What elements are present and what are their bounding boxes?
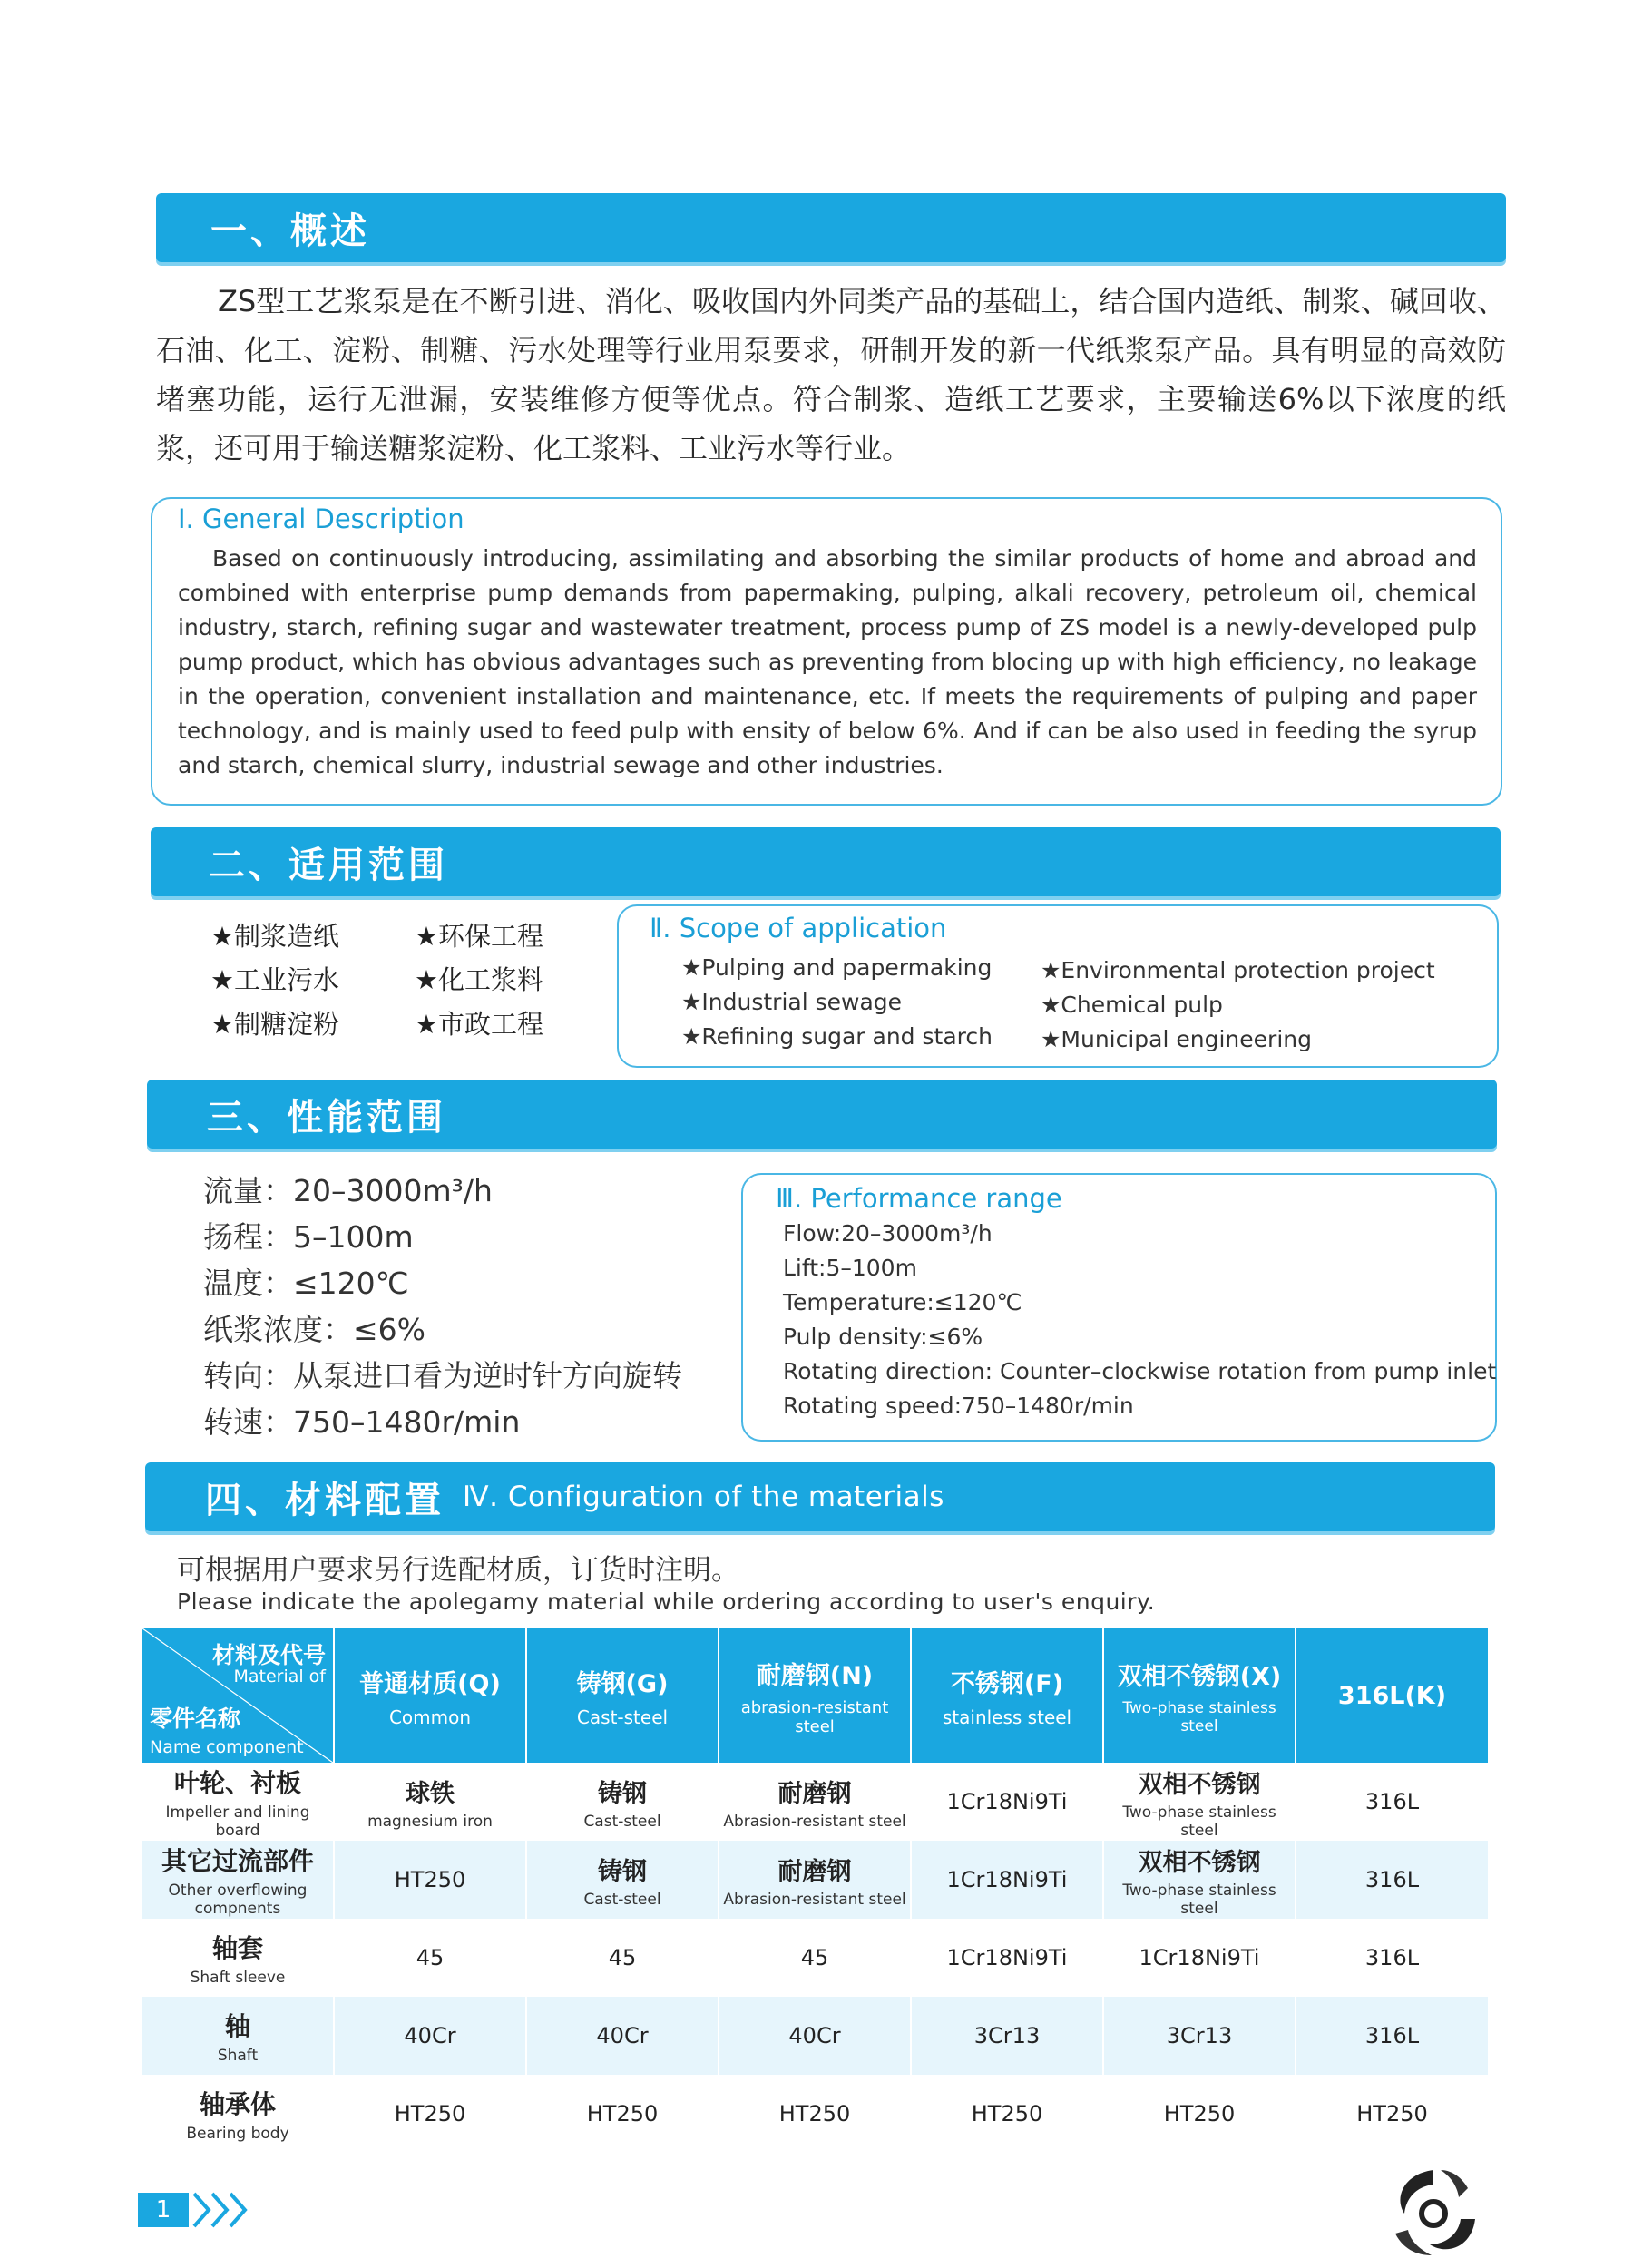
- table-cell: [334, 1763, 526, 1841]
- material-value: 45: [416, 1945, 445, 1970]
- scope-item: ★环保工程: [415, 921, 543, 952]
- material-value: 1Cr18Ni9Ti: [1139, 1945, 1260, 1970]
- table-cell: [911, 1919, 1103, 1997]
- material-value: 316L: [1364, 1789, 1420, 1814]
- material-value: HT250: [1163, 2101, 1236, 2126]
- section3-title: 三、性能范围: [207, 1096, 446, 1139]
- scope-title: Ⅱ. Scope of application: [650, 913, 947, 943]
- table-cell: [334, 1997, 526, 2075]
- part-name: 轴: [224, 2011, 250, 2041]
- performance-item-en: Rotating direction: Counter–clockwise rotation from pump inlet: [783, 1358, 1497, 1384]
- table-row: [142, 1919, 1489, 1997]
- table-cell: [911, 1841, 1103, 1919]
- performance-item: 流量：20–3000m³/h: [203, 1173, 493, 1208]
- table-cell: [719, 1997, 911, 2075]
- table-cell: [526, 1763, 719, 1841]
- performance-item: 转速：750–1480r/min: [203, 1404, 521, 1440]
- material-value: 耐磨钢: [777, 1779, 852, 1808]
- column-header: [719, 1628, 911, 1763]
- part-name-en: Other overflowing compnents: [168, 1882, 308, 1918]
- column-header: [1103, 1628, 1296, 1763]
- table-cell: [1296, 1919, 1489, 1997]
- table-cell: [526, 1919, 719, 1997]
- column-header-en: Cast-steel: [576, 1706, 669, 1728]
- table-row: [142, 1997, 1489, 2075]
- part-name-en: Bearing body: [186, 2125, 289, 2143]
- material-value-en: magnesium iron: [367, 1812, 493, 1831]
- material-value-en: Abrasion-resistant steel: [723, 1890, 906, 1909]
- material-value: 3Cr13: [1166, 2023, 1233, 2048]
- part-name: 其它过流部件: [161, 1846, 314, 1876]
- scope-item-en: ★Chemical pulp: [1041, 992, 1223, 1018]
- table-cell: [1296, 1763, 1489, 1841]
- part-name: 叶轮、衬板: [173, 1768, 301, 1798]
- material-value: HT250: [971, 2101, 1043, 2126]
- material-value: HT250: [586, 2101, 659, 2126]
- table-cell: [1103, 1763, 1296, 1841]
- column-header-zh: 耐磨钢(N): [756, 1661, 874, 1690]
- section2-title: 二、适用范围: [209, 844, 448, 886]
- materials-note-en: Please indicate the apolegamy material while ordering according to user's enquiry.: [177, 1589, 1156, 1615]
- materials-table: [142, 1628, 1490, 2153]
- material-value-en: Two-phase stainless steel: [1122, 1881, 1276, 1918]
- table-cell: [911, 1763, 1103, 1841]
- column-header: [911, 1628, 1103, 1763]
- corner-top-label-en: Material of: [233, 1667, 326, 1686]
- table-cell: [334, 1919, 526, 1997]
- scope-item-en: ★Industrial sewage: [681, 989, 903, 1015]
- table-cell: [334, 1841, 526, 1919]
- pump-impeller-logo-icon: [1377, 2161, 1495, 2261]
- performance-item: 转向：从泵进口看为逆时针方向旋转: [203, 1358, 682, 1393]
- table-row: [142, 2075, 1489, 2153]
- table-corner-header: [142, 1628, 334, 1763]
- table-cell: [1103, 2075, 1296, 2153]
- material-value: 40Cr: [404, 2023, 456, 2048]
- table-cell: [526, 2075, 719, 2153]
- section2-header: [151, 827, 1501, 896]
- general-description-title: I. General Description: [178, 503, 464, 534]
- scope-item-en: ★Pulping and papermaking: [681, 954, 993, 981]
- table-cell: [911, 2075, 1103, 2153]
- column-header: [334, 1628, 526, 1763]
- column-header-en: Two-phase stainless steel: [1122, 1698, 1276, 1735]
- material-value: 耐磨钢: [777, 1857, 852, 1886]
- table-cell: [719, 2075, 911, 2153]
- table-cell: [719, 1763, 911, 1841]
- material-value: 3Cr13: [973, 2023, 1041, 2048]
- performance-item-en: Lift:5–100m: [783, 1255, 917, 1281]
- scope-item: ★制浆造纸: [210, 921, 339, 952]
- material-value: 球铁: [406, 1779, 455, 1808]
- column-header-zh: 双相不锈钢(X): [1117, 1662, 1282, 1691]
- material-value: 316L: [1364, 1867, 1420, 1892]
- table-row-header: [142, 1841, 334, 1919]
- material-value-en: Cast-steel: [583, 1890, 661, 1909]
- material-value: 1Cr18Ni9Ti: [946, 1945, 1068, 1970]
- section4-header: [145, 1462, 1495, 1531]
- scope-item: ★工业污水: [210, 964, 339, 995]
- column-header-zh: 316L(K): [1337, 1681, 1447, 1710]
- materials-note: 可根据用户要求另行选配材质，订货时注明。: [177, 1554, 739, 1587]
- scope-item-en: ★Refining sugar and starch: [681, 1023, 993, 1050]
- table-cell: [334, 2075, 526, 2153]
- table-row-header: [142, 1919, 334, 1997]
- material-value: 双相不锈钢: [1138, 1770, 1261, 1799]
- table-cell: [1103, 1919, 1296, 1997]
- material-value: 双相不锈钢: [1138, 1848, 1261, 1877]
- column-header: [1296, 1628, 1489, 1763]
- scope-item: ★市政工程: [415, 1009, 543, 1040]
- general-description-text: [178, 542, 1477, 783]
- performance-item-en: Pulp density:≤6%: [783, 1324, 983, 1350]
- section1-paragraph: [156, 277, 1506, 473]
- table-cell: [1103, 1841, 1296, 1919]
- table-row-header: [142, 1763, 334, 1841]
- column-header-en: stainless steel: [942, 1706, 1072, 1728]
- part-name-en: Impeller and lining board: [165, 1804, 310, 1840]
- material-value: HT250: [778, 2101, 851, 2126]
- material-value: 316L: [1364, 2023, 1420, 2048]
- material-value: 铸钢: [598, 1857, 647, 1886]
- performance-title: Ⅲ. Performance range: [776, 1183, 1062, 1214]
- performance-item-en: Temperature:≤120℃: [783, 1289, 1022, 1315]
- table-cell: [1103, 1997, 1296, 2075]
- chevrons-icon: [191, 2188, 256, 2232]
- performance-item-en: Rotating speed:750–1480r/min: [783, 1393, 1134, 1419]
- scope-item: ★化工浆料: [415, 964, 543, 995]
- table-header-row: [142, 1628, 1489, 1763]
- material-value: 1Cr18Ni9Ti: [946, 1867, 1068, 1892]
- table-cell: [1296, 1841, 1489, 1919]
- table-row: [142, 1841, 1489, 1919]
- table-cell: [526, 1997, 719, 2075]
- corner-bottom-label-en: Name component: [150, 1737, 304, 1757]
- page-number: 1: [138, 2193, 189, 2227]
- table-cell: [719, 1841, 911, 1919]
- material-value: 40Cr: [788, 2023, 841, 2048]
- column-header-zh: 普通材质(Q): [359, 1669, 501, 1698]
- corner-top-label: 材料及代号: [211, 1642, 326, 1668]
- material-value: 45: [608, 1945, 637, 1970]
- section1-title: 一、概述: [210, 210, 370, 252]
- column-header-zh: 铸钢(G): [576, 1669, 669, 1698]
- material-value: 铸钢: [598, 1779, 647, 1808]
- scope-item-en: ★Municipal engineering: [1041, 1026, 1312, 1052]
- section1-header: [156, 193, 1506, 262]
- general-description-paragraph: Based on continuously introducing, assimilating and absorbing the similar products of home and abroad and combined with enterprise pump demands from papermaking, pulping, alkali recovery, petroleum oil, chemical industry, starch, refining sugar and wastewater treatment, process pump of ZS model is a newly-developed pulp pump product, which has obvious advantages such as preventing from blocing up with high efficiency, no leakage in the operation, convenient installation and maintenance, etc. If meets the requirements of pulping and paper technology, and is mainly used to feed pulp with ensity of below 6%. And if can be also used in feeding the syrup and starch, chemical slurry, industrial sewage and other industries.: [178, 545, 1477, 778]
- performance-item: 温度：≤120℃: [203, 1266, 409, 1301]
- material-value: 1Cr18Ni9Ti: [946, 1789, 1068, 1814]
- material-value-en: Two-phase stainless steel: [1122, 1803, 1276, 1840]
- part-name: 轴套: [211, 1933, 263, 1963]
- table-cell: [911, 1997, 1103, 2075]
- corner-bottom-label: 零件名称: [150, 1706, 241, 1732]
- material-value-en: Abrasion-resistant steel: [723, 1812, 906, 1831]
- material-value-en: Cast-steel: [583, 1812, 661, 1831]
- column-header-zh: 不锈钢(F): [950, 1669, 1064, 1698]
- column-header-en: Common: [388, 1706, 472, 1728]
- performance-item: 扬程：5–100m: [203, 1219, 414, 1255]
- section4-title: 四、材料配置: [205, 1479, 445, 1521]
- material-value: 45: [800, 1945, 829, 1970]
- performance-item-en: Flow:20–3000m³/h: [783, 1220, 993, 1246]
- column-header-en: abrasion-resistant steel: [740, 1697, 889, 1736]
- part-name-en: Shaft: [217, 2047, 259, 2065]
- table-row-header: [142, 2075, 334, 2153]
- table-row: [142, 1763, 1489, 1841]
- performance-item: 纸浆浓度：≤6%: [203, 1312, 426, 1347]
- section4-title-en: Ⅳ. Configuration of the materials: [463, 1481, 944, 1513]
- material-value: HT250: [1356, 2101, 1428, 2126]
- material-value: 40Cr: [596, 2023, 649, 2048]
- part-name: 轴承体: [199, 2089, 276, 2119]
- section1-paragraph-text: ZS型工艺浆泵是在不断引进、消化、吸收国内外同类产品的基础上，结合国内造纸、制浆、碱回收、石油、化工、淀粉、制糖、污水处理等行业用泵要求，研制开发的新一代纸浆泵产品。具有明显的高效防堵塞功能，运行无泄漏，安装维修方便等优点。符合制浆、造纸工艺要求，主要输送6%以下浓度的纸浆，还可用于输送糖浆淀粉、化工浆料、工业污水等行业。: [156, 284, 1506, 465]
- table-cell: [1296, 1997, 1489, 2075]
- part-name-en: Shaft sleeve: [190, 1969, 286, 1987]
- section3-header: [147, 1080, 1497, 1149]
- scope-item: ★制糖淀粉: [210, 1009, 339, 1040]
- material-value: HT250: [394, 2101, 466, 2126]
- materials-table-body: [142, 1763, 1489, 2153]
- scope-item-en: ★Environmental protection project: [1041, 957, 1435, 983]
- table-cell: [1296, 2075, 1489, 2153]
- column-header: [526, 1628, 719, 1763]
- table-row-header: [142, 1997, 334, 2075]
- material-value: HT250: [394, 1867, 466, 1892]
- material-value: 316L: [1364, 1945, 1420, 1970]
- table-cell: [719, 1919, 911, 1997]
- table-cell: [526, 1841, 719, 1919]
